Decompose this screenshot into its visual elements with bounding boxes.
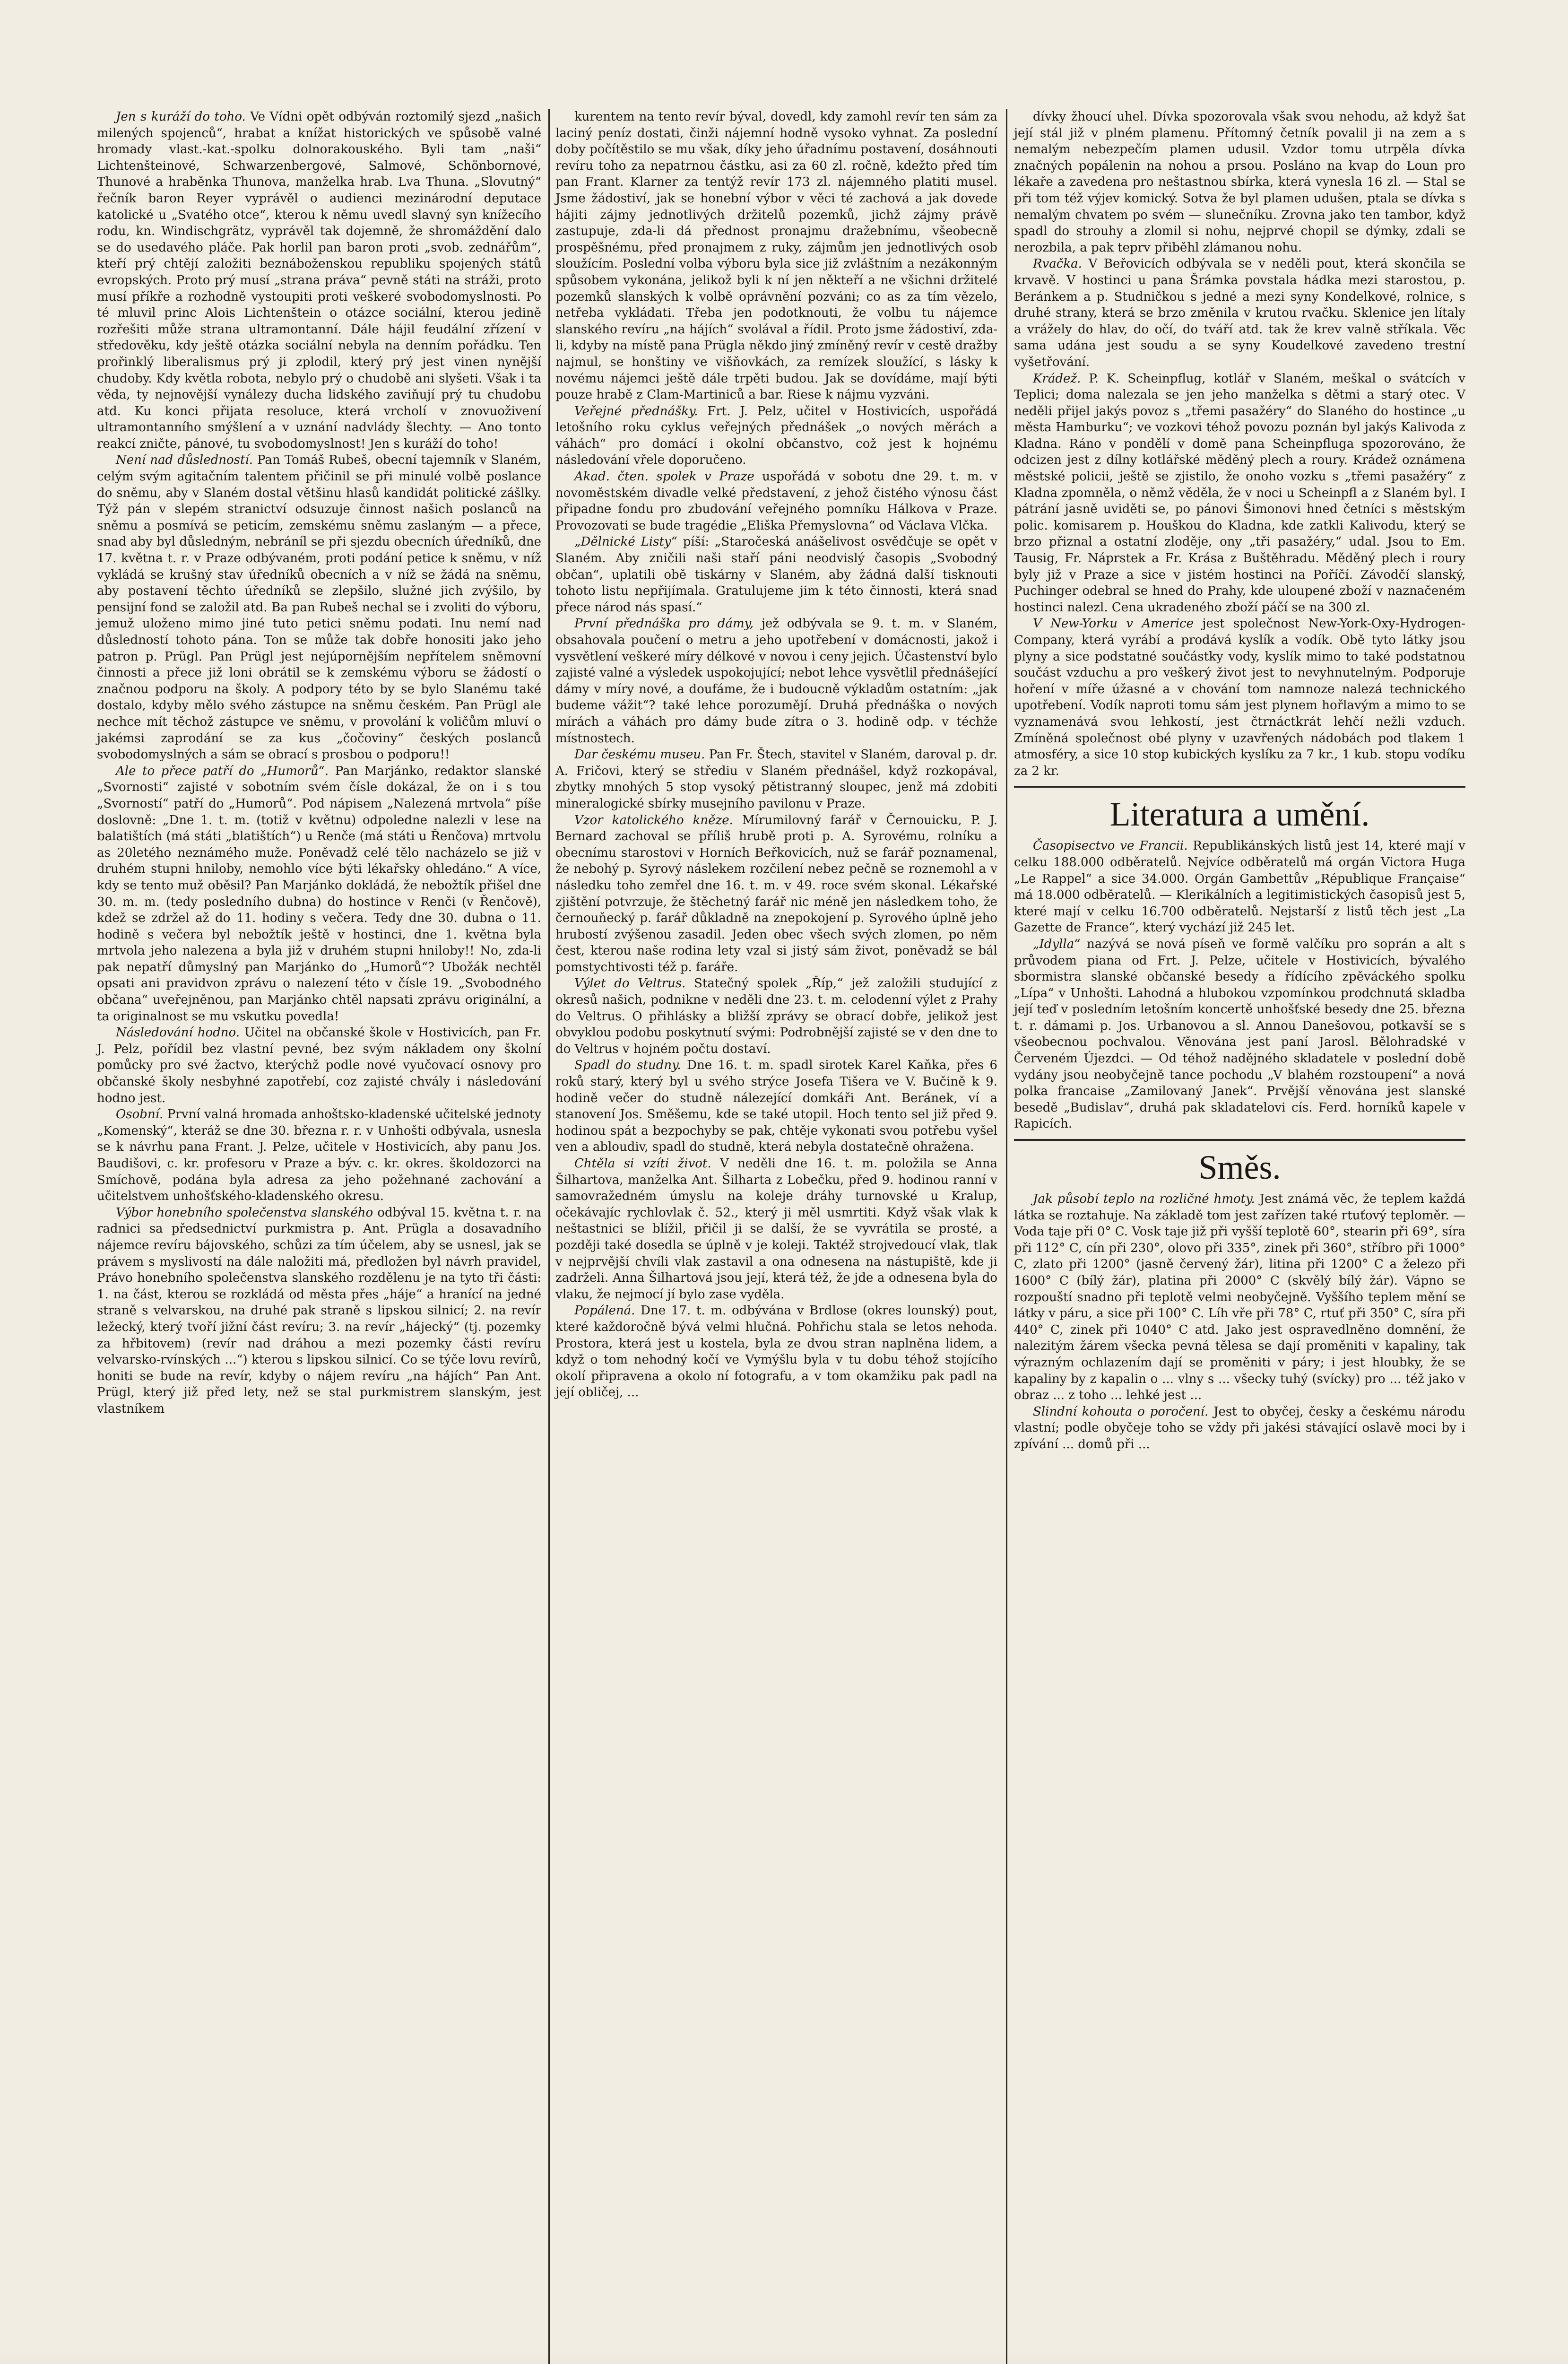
article-text: Dne 16. t. m. spadl sirotek Karel Kaňka, přes 6 roků starý, který byl u svého strýce Josefa Tišera ve V. Bučině k 9. hodině večer do studně nálezející domkáři Ant. Beránek, ví a stanovení Jos. Směšemu, kde se také utopil. Hoch tento sel již před 9. hodinou spát a bezpochyby se pak, chtěje vykonati svou potřebu vyšel ven a abloudiv, spadl do studně, která nebyla dostatečně ohražena. bbox=[555, 1058, 997, 1155]
article-text: uspořádá v sobotu dne 29. t. m. v novoměstském divadle velké představení, z jehož čistého výnosu část připadne fondu pro zbudování veřejného pomníku Hálkova v Praze. Provozovati se bude tragédie „Eliška Přemyslovna“ od Václava Vlčka. bbox=[555, 469, 998, 533]
article-text: V neděli dne 16. t. m. položila se Anna Šilhartova, manželka Ant. Šilharta z Lobečku, před 9. hodinou ranní v samovražedném úmyslu na koleje dráhy turnovské u Kralup, očekávajíc rychlovlak č. 52., který ji měl usmrtiti. Když však vlak k neštastnici se blížil, přičil ji se další, že se vyvrátila se prosté, a později také dosedla se úplně v je koleji. Taktéž strojvedoucí vlak, tlak v nejprvější chvíli vlak zastavil a ona odnesena na nástupiště, kde ji zadrželi. Anna Šilhartová jsou její, která též, že jde a odnesena byla do vlaku, že nejmocí jí bylo zase vyděla. bbox=[555, 1156, 998, 1302]
article-paragraph bbox=[1014, 256, 1465, 370]
article-text: Pan Fr. Štech, stavitel v Slaném, daroval p. dr. A. Fričovi, který se střediu v Slaném přednášel, když rozkopával, zbytky mnohých 5 stop vysoký pětistranný sloupec, jenž má zdobiti mineralogické sbírky musejního pavilonu v Praze. bbox=[555, 747, 998, 811]
article-heading: Vzor katolického kněze. bbox=[574, 813, 733, 827]
article-paragraph bbox=[555, 1303, 997, 1401]
article-text: Republikánských listů jest 14, které mají v celku 188.000 odběratelů. Nejvíce odběratelů má orgán Victora Huga „Le Rappel“ a sice 34.000. Orgán Gambettův „République Française“ má 18.000 odběratelů. — Klerikálních a legitimistických časopisů jest 5, které mají v celku 16.700 odběratelů. Nejstarší z listů těch jest „La Gazette de France“, který vychází již 245 let. bbox=[1014, 839, 1465, 935]
article-paragraph bbox=[97, 1025, 541, 1106]
article-text: dívky žhoucí uhel. Dívka spozorovala však svou nehodu, až když šat její stál již v plném plamenu. Přítomný četník povalil ji na zem a s nemalým nebezpečím plamen udusil. Vzdor tomu utrpěla dívka značných popálenin na nohou a prsou. Posláno na kvap do Loun pro lékaře a zavedena pro neštastnou sbírka, která vynesla 16 zl. — Stal se při tom též výjev komický. Sotva že byl plamen udušen, ptala se dívka s nemalým chvatem po svém — slunečníku. Zrovna jako ten tambor, když spadl do strouhy a zlomil si nohu, nejprvé chopil se dýmky, zdali se nerozbila, a pak teprv přiběhl zlámanou nohu. bbox=[1014, 110, 1465, 255]
article-paragraph bbox=[97, 1205, 541, 1417]
article-heading: Ale to přece patří do „Humorů“. bbox=[116, 764, 329, 778]
article-paragraph bbox=[555, 1156, 997, 1303]
literature-section bbox=[1014, 838, 1465, 1132]
article-text: nazývá se nová píseň ve formě valčíku pro soprán a alt s průvodem piana od Frt. J. Pelze, učitele v Hostivicích, bývalého sbormistra slanské občanské besedy a řídícího zpěváckého spolku „Lípa“ v Unhošti. Lahodná a hlubokou vzpomínkou prodchnutá skladba její teď v posledním letošním koncertě unhošťské besedy dne 25. března t. r. dámami p. Jos. Urbanovou a sl. Annou Danešovou, potkavší se s všeobecnou pochvalou. Věnována jest paní Jarosl. Bělohradské v Červeném Újezdci. — Od téhož nadějného skladatele v poslední době vydány jsou neobyčejně tance pochodu „V blahém rozstoupení“ a nová polka francaise „Zamilovaný Janek“. Prvější věnována jest slanské besedě „Budislav“, druhá pak skladatelovi cís. Ferd. horníků kapele v Rapicích. bbox=[1014, 937, 1466, 1131]
article-paragraph bbox=[555, 616, 997, 747]
article-paragraph bbox=[97, 763, 541, 1025]
article-text: Pan Marjánko, redaktor slanské „Svornosti“ zajisté v sobotním svém čísle dokázal, že on i s tou „Svorností“ patří do „Humorů“. Pod nápisem „Nalezená mrtvola“ píše doslovně: „Dne 1. t. m. (totiž v květnu) odpoledne nalezli v lese na balatištích (má státi „blatištích“) u Renče (má státi u Řenčova) mrtvolu as 20letého neznámého muže. Poněvadž celé tělo nacházelo se již v druhém stupni hniloby, nemohlo více býti lékařsky ohledáno.“ A více, kdy se tento muž oběsil? Pan Marjánko dokládá, že nebožtík přišel dne 30. m. m. (tedy posledního dubna) do hostince v Renči (v Řenčově), kdež se zdržel až do 11. hodiny s večera. Tedy dne 30. dubna o 11. hodině s večera byl nebožtík ještě v hostinci, dne 1. května byla mrtvola jeho nalezena a byla již v druhém stupni hniloby!! No, zda-li pak nepatří důmyslný pan Marjánko do „Humorů“? Ubožák nechtěl opsati ani pravidvon zprávu o nalezení této v čísle 19. „Svobodného občana“ uveřejněnou, pan Marjánko chtěl napsati zprávu originální, a ta originalnost se mu vskutku povedla! bbox=[97, 764, 541, 1024]
article-text: Dne 17. t. m. odbývána v Brdlose (okres lounský) pout, které každoročně bývá velmi hlučná. Pohřichu stala se letos nehoda. Prostora, která jest u kostela, byla ze dvou stran naplněna lidem, a když o tom nehodný kočí ve Vymýšlu byla v tu dobu téhož stojícího okolí připravena a okolo ní fotografu, a v tom okamžiku pak padl na její obličej, ... bbox=[555, 1304, 998, 1400]
article-text: jest společnost New-York-Oxy-Hydrogen-Company, která vyrábí a prodává kyslík a vodík. Obě tyto látky jsou plyny a sice podstatné součástky vody, kyslík mimo to také podstatnou součást vzduchu a pro veškerý život jest to nevyhnutelným. Podporuje hoření v míře úžasné a v chování tom namnoze nalezá technického upotřebení. Vodík naproti tomu sám jest plynem hořlavým a mimo to se vyznamenává svou lehkostí, jest čtrnáctkrát lehčí nežli vzduch. Zmíněná společnost obé plyny v uzavřených nádobách pod tlakem 1 atmosféry, a sice 10 stop kubických kyslíku za 7 kr., 1 kub. stopu vodíku za 2 kr. bbox=[1014, 617, 1466, 778]
article-paragraph bbox=[555, 403, 997, 469]
article-heading: Jen s kuráží do toho. bbox=[116, 110, 246, 124]
article-paragraph bbox=[555, 534, 997, 616]
article-text: Učitel na občanské škole v Hostivicích, pan Fr. J. Pelz, pořídil bez vlastní pevné, bez svým nákladem ony školní pomůcky pro své žactvo, kterýchž podle nové vyučovací osnovy pro občanské školy nesbyhné zapotřebí, coz zajisté chvály i následování hodno jest. bbox=[97, 1026, 542, 1105]
article-heading: Akad. čten. spolek v Praze bbox=[574, 469, 754, 484]
article-text: Statečný spolek „Říp,“ jež založili studující z okresů našich, podnikne v neděli dne 23. t. m. celodenní výlet z Prahy do Veltrus. O přihlásky a bližší zprávy se obrací dobře, jelikož jest obvyklou podobu poskytnutí svými: Podrobnější zajisté se v den dne to do Veltrus v hojném počtu dostaví. bbox=[555, 976, 997, 1056]
article-heading: Výlet do Veltrus. bbox=[574, 976, 686, 991]
article-heading: Jak působí teplo na rozličné hmoty. bbox=[1033, 1192, 1255, 1207]
article-heading: Časopisectvo ve Francii. bbox=[1033, 839, 1188, 853]
article-text: Mírumilovný farář v Černouicku, P. J. Bernard zachoval se příliš hrubě proti p. A. Syrovému, rolníku a obecnímu starostovi v Horních Beřkovicích, nuž se farář poznamenal, že nebohý p. Syrový náslekem rozčilení nebez pečně se roznemohl a v následku toho zemřel dne 16. t. m. v 49. roce svém skonal. Lékařské zjištění potvrzuje, že štěchetný farář nic méně jen následkem toho, že černouňecký p. farář důkladně na znepokojení p. Syrového úplně jeho hrubostí zvýšenou zasadil. Jeden obec všech svých zlomen, po něm čest, kterou naše rodina lety vzal si jistý sám život, poněvadž se bál pomstychtivosti též p. faráře. bbox=[555, 813, 997, 974]
article-heading: Výbor honebního společenstva slanského bbox=[116, 1205, 373, 1220]
page-bottom-shadow bbox=[0, 2349, 1568, 2364]
article-heading: Dar českému museu. bbox=[574, 747, 705, 762]
article-text: Frt. J. Pelz, učitel v Hostivicích, uspořádá letošního roku cyklus veřejných přednášek „o nových měrách a váhách“ pro domácí i okolní občanstvo, což jest k hojnému následování vřele doporučeno. bbox=[555, 404, 997, 468]
article-paragraph bbox=[555, 975, 997, 1057]
misc-section-title: Směs. bbox=[1198, 1148, 1281, 1187]
article-heading: „Idylla“ bbox=[1033, 937, 1081, 951]
article-paragraph bbox=[97, 452, 541, 763]
article-heading: „Dělnické Listy“ bbox=[574, 535, 677, 549]
article-heading: Spadl do studny. bbox=[574, 1058, 681, 1073]
article-paragraph bbox=[97, 109, 541, 452]
section-divider bbox=[1014, 1139, 1465, 1141]
article-paragraph bbox=[555, 747, 997, 812]
article-paragraph bbox=[97, 1106, 541, 1205]
article-paragraph bbox=[1014, 1404, 1465, 1453]
article-paragraph bbox=[555, 1057, 997, 1156]
article-paragraph bbox=[1014, 936, 1465, 1132]
article-heading: Veřejné přednášky. bbox=[574, 404, 698, 418]
column-3 bbox=[1014, 109, 1465, 1453]
article-heading: Následování hodno. bbox=[116, 1026, 240, 1040]
article-paragraph bbox=[1014, 616, 1465, 779]
column-rule-1 bbox=[548, 109, 550, 2364]
article-text: jež odbývala se 9. t. m. v Slaném, obsahovala poučení o metru a jeho upotřebení v domácnosti, jakož i vysvětlení veškeré míry délkové v novou i ceny jejich. Účastenství bylo zajisté valné a výsledek uspokojující; nebot lehce vysvětlil přednášející dámy v míry nové, a doufáme, že i budoucně výkladům ostatním: „jak budeme vážit“? také lehce porozumějí. Druhá přednáška o nových mírách a váhách pro dámy bude zítra o 3. hodině odp. v téchže místnostech. bbox=[555, 617, 998, 746]
article-text: Ve Vídni opět odbýván roztomilý sjezd „našich milených spojenců“, hrabat a knížat historických ve spůsobě valné hromady vlast.-kat.-spolku dolnorakouského. Byli tam „naši“ Lichtenšteinové, Schwarzenbergové, Salmové, Schönbornové, Thunové a hraběnka Thunova, manželka hrab. Lva Thuna. „Slovutný“ řečník baron Reyer vyprávěl o audienci mezinárodní deputace katolické u „Svatého otce“, kterou k němu uvedl slavný syn knížecího rodu, kn. Windischgrätz, vyprávěl tak dojemně, že shromáždění dalo se do usedavého pláče. Pak horlil pan baron proti „svob. zednářům“, kteří prý chtějí založiti beznáboženskou republiku spojených států evropských. Proto prý musí „strana práva“ pevně státi na stráži, proto musí příkře a rozhodně vystoupiti proti veškeré svobodomyslnosti. Po té mluvil princ Alois Lichtenštein o otázce sociální, kterou jedině rozřešiti může strana ultramontanní. Dále hájil feudální zřízení v středověku, kdy ještě otázka sociální nebyla na denním pořádku. Ten prořinklý liberalismus prý ji zplodil, který prý jest vinen nynější chudoby. Kdy květla robota, nebylo prý o chudobě ani slyšeti. Však i ta věda, ty nejnovější vynálezy ducha lidského zaviňují prý tu chudobu atd. Ku konci přijata resoluce, která vrcholí v znovuoživení ultramontanního smýšlení a v uznání nadvlády šlechty. — Ano tonto reakcí zničte, pánové, tu svobodomyslnost! Jen s kuráží do toho! bbox=[97, 110, 541, 451]
article-paragraph bbox=[555, 469, 997, 534]
article-heading: Slindní kohouta o poročení. bbox=[1033, 1404, 1209, 1419]
article-text: Jest to obyčej, česky a českému národu vlastní; podle obyčeje toho se vždy při jakési stávající oslavě moci by i zpívání ... domů při ... bbox=[1014, 1404, 1465, 1451]
article-heading: Popálená. bbox=[574, 1304, 635, 1318]
article-heading: Není nad důsledností. bbox=[116, 453, 253, 468]
article-heading: Rvačka. bbox=[1033, 257, 1082, 271]
article-text: P. K. Scheinpflug, kotlář v Slaném, meškal o svátcích v Teplici; doma nalezala se jen jeho manželka s dětmi a starý otec. V neděli přijel jakýs povoz s „třemi pasažéry“ do Slaného do hostince „u města Hamburku“; ve vozkovi téhož povozu poznán byl jakýs Kalivoda z Kladna. Ráno v pondělí v domě pana Scheinpfluga spozorováno, že odcizen jest z dílny kotlářské měděný plech a roury. Krádež oznámena městské policii, ještě se zjistilo, že onoho vozku s „třemi pasažéry“ z Kladna zpomněla, o němž věděla, že v noci u Scheinpfl a z Slaném byl. I pátrání jasně uviděti se, po pánovi Šimonovi hned četníci s městským polic. komisarem p. Houškou do Kladna, kde zatkli Kalivodu, který se brzo přiznal a ostatní zloděje, ony „tři pasažéry,“ udal. Jsou to Em. Tausig, Fr. Náprstek a Fr. Krása z Buštěhradu. Měděný plech i roury byly již v Praze a sice v jistém hostinci na Poříčí. Závodčí slanský, Puchinger odebral se hned do Prahy, kde uloupené zboží v naznačeném hostinci nalezl. Cena ukradeného zboží páčí se na 300 zl. bbox=[1014, 371, 1465, 615]
article-text: Pan Tomáš Rubeš, obecní tajemník v Slaném, celým svým agitačním talentem přičinil se při minulé volbě poslance do sněmu, aby v Slaném dostal většinu hlasů kandidát politické zášlky. Týž pán v slepém stranictví odsuzuje činnost našich poslanců na sněmu a posmívá se peticím, zemskému sněmu zaslaným — a přece, snad aby byl důsledným, nebráníl se při sjezdu obecních úředníků, dne 17. května t. r. v Praze odbývaném, proti podání petice k sněmu, v níž vykládá se krušný stav úředníků obecních a v níž se žádá na sněmu, aby postavení těchto úředníků se zlepšilo, služné jich zvýšilo, by pensijní fond se založil atd. Ba pan Rubeš nechal se i zvoliti do výboru, jemuž uloženo mimo jiné tuto petici sněmu podati. Inu nemí nad důsledností tohoto pána. Ton se může tak dobře honositi jako jeho patron p. Prügl. Pan Prügl jest nejúpornějším nepřítelem sněmovní činnosti a přece již loni obrátil se k zemskému výboru se žádostí o značnou podporu na školy. A podpory této by se bylo Slanému také dostalo, kdyby mělo svého zástupce na sněmu českém. Pan Prügl ale nechce mít těchož zástupce ve sněmu, v provolání k voličům mluví o jakémsi zaprodání se za kus „čočoviny“ českých poslanců svobodomyslných a sám se obrací s prosbou o podporu!! bbox=[97, 453, 541, 762]
article-heading: Osobní. bbox=[116, 1107, 164, 1122]
article-text: V Beřovicích odbývala se v neděli pout, která skončila se krvavě. V hostinci u pana Šrámka povstala hádka mezi starostou, p. Beránkem a p. Studničkou s jedné a mezi syny Kondelkové, rolnice, s druhé strany, která se brzo změnila v krutou rvačku. Sklenice jen lítaly a vrážely do hlav, do očí, do tváří atd. tak že krev valně stříkala. Věc sama udána jest soudu a se syny Koudelkové zavedeno trestní vyšetřování. bbox=[1014, 257, 1465, 369]
article-paragraph bbox=[1014, 371, 1465, 616]
article-paragraph bbox=[555, 109, 997, 403]
literature-section-title: Literatura a umění. bbox=[1109, 795, 1370, 834]
column-1 bbox=[97, 109, 541, 1417]
article-text: První valná hromada anhoštsko-kladenské učitelské jednoty „Komenský“, kteráž se dne 30. března r. r. v Unhošti odbývala, usnesla se k návrhu pana Frant. J. Pelze, učitele v Hostivicích, aby panu Jos. Baudišovi, c. kr. profesoru v Praze a býv. c. kr. okres. školdozorci na Smíchově, podána byla adresa za jeho požehnané zachování a učitelstvem unhošťského-kladenského okresu. bbox=[97, 1107, 542, 1204]
article-paragraph bbox=[555, 812, 997, 976]
column-rule-2 bbox=[1006, 109, 1007, 2364]
article-heading: První přednáška pro dámy, bbox=[574, 617, 754, 631]
article-paragraph bbox=[1014, 838, 1465, 936]
article-heading: Chtěla si vzíti život. bbox=[574, 1156, 711, 1171]
column-2 bbox=[555, 109, 997, 1401]
article-text: kurentem na tento revír býval, dovedl, kdy zamohl revír ten sám za laciný peníz dostati, činži nájemní hodně vysoko vyhnat. Za poslední doby počítěstilo se mu však, díky jeho úřadnímu postavení, dosáhnouti revíru toho za nepatrnou částku, asi za 60 zl. ročně, kdežto před tím pan Frant. Klarner za tentýž revír 173 zl. nájemného platiti musel. Jsme žádostiví, jak se honební výbor v věci té zachová a jak dovede hájiti zájmy jednotlivých držitelů pozemků, jichž zájmy právě zastupuje, zda-li dá přednost pronajmu dražebnímu, všeobecně prospěšnému, před pronajmem z ruky, zájmům jen jednotlivých osob sloužícím. Poslední volba výboru byla sice již zvláštním a nezákonným spůsobem vykonána, jelikož byli k ní jen někteří a ne všichni držitelé pozemků slanských k volbě oprávnění pozváni; co as za tím vězelo, netřeba vykládati. Třeba jen podotknouti, že volbu tu nájemce slanského revíru „na hájích“ svolával a řídil. Proto jsme žádostiví, zda-li, kdyby na místě pana Prügla někdo jiný zmíněný revír v cestě dražby najmul, se honštiny ve višňovkách, za remízek sloužící, s lásky k novému nájemci ještě dále trpěti budou. Jak se dovídáme, mají býti pouze hrabě z Clam-Martiniců a bar. Riese k nájmu vyzváni. bbox=[555, 110, 997, 402]
article-heading: V New-Yorku v Americe bbox=[1033, 617, 1194, 631]
article-paragraph bbox=[1014, 109, 1465, 256]
article-paragraph bbox=[1014, 1191, 1465, 1404]
misc-section bbox=[1014, 1191, 1465, 1453]
article-text: odbýval 15. května t. r. na radnici sa předsednictví purkmistra p. Ant. Prügla a dosavadního nájemce revíru bájovského, schůzi za tím účelem, aby se usnesl, jak se právem s myslivostí na dále naložiti má, předložen byl návrh pravidel, Právo honebního společenstva slanského rozdělenu je na tyto tři části: 1. na část, kterou se rozkládá od města přes „háje“ a hranící na jedné straně s velvarskou, na druhé pak straně s lipskou silnicí; 2. na revír ležecký, který tvoří jižní část revíru; 3. na revír „hájecký“ (tj. pozemky za hřbitovem) (revír nad dráhou a mezi pozemky části revíru velvarsko-rvínských ...“) kterou s lipskou silnicí. Co se týče lovu revírů, honiti se bude na revír, kdyby o nájem revíru „na hájích“ Pan Ant. Prügl, který již před lety, než se stal purkmistrem slanským, jest vlastníkem bbox=[97, 1205, 541, 1416]
article-text: píší: „Staročeská anášelivost osvědčuje se opět v Slaném. Aby zničili naši staří páni neodvislý časopis „Svobodný občan“, uplatili obě tiskárny v Slaném, aby žádná další tisknouti tohoto listu nepřijímala. Gratulujeme jim k této činnosti, která snad přece národ nás spasí.“ bbox=[555, 535, 997, 615]
section-divider bbox=[1014, 786, 1465, 788]
column-3-news bbox=[1014, 109, 1465, 779]
article-heading: Krádež. bbox=[1033, 371, 1081, 386]
article-text: Jest známá věc, že teplem každá látka se roztahuje. Na základě tom jest zařízen také rtuťový teploměr. — Voda taje při 0° C. Vosk taje již při vyšší teplotě 60°, stearin při 69°, síra při 112° C, cín při 230°, olovo při 335°, zinek při 360°, stříbro při 1000° C, zlato při 1200° (jasně červený žár), litina při 1200° C a železo při 1600° C (bílý žár), platina při 2000° C (skvělý bílý žár). Vápno se rozpouští snadno při teplotě velmi neobyčejně. Vyššího teplem mění se látky v páru, a sice při 100° C. Líh vře při 78° C, rtuť při 350° C, síra při 440° C, zinek při 1040° C atd. Jako jest ospravedlněno domnění, že nalezitým žárem všecka pevná tělesa se dají proměniti v kapaliny, tak výrazným ochlazením dají se proměniti v páry; i jest hloubky, že se kapaliny by z kapalin o ... vlny s ... všecky tuhý (svícky) pro ... též jako v obraz ... z toho ... lehké jest ... bbox=[1014, 1192, 1466, 1403]
